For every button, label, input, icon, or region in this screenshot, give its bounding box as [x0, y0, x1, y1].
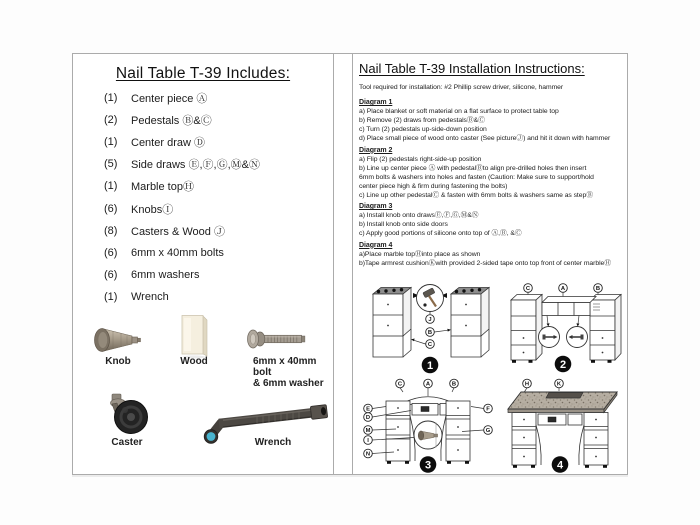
label-c [411, 339, 434, 349]
caster-label: Caster [111, 437, 143, 448]
pedestal-left [386, 401, 410, 464]
svg-text:D: D [365, 415, 371, 422]
svg-text:3: 3 [424, 459, 432, 472]
bolt-photo [246, 326, 308, 352]
svg-text:B: B [427, 330, 433, 337]
instruction-line: c) Apply good portions of silicone onto top of Ⓐ,Ⓑ, &Ⓒ [359, 230, 522, 238]
instruction-line: c) Line up other pedestalⒸ & fasten with 6mm bolts & washers same as stepⒷ [359, 191, 593, 199]
instructions-title: Nail Table T-39 Installation Instructions: [359, 61, 585, 76]
bolt-inset-left [539, 327, 560, 348]
pedestal-left [512, 413, 536, 468]
teal-cap [207, 432, 216, 441]
list-item: (2) Pedestals Ⓑ&Ⓒ [104, 114, 212, 128]
svg-text:A: A [425, 381, 431, 388]
instruction-line: a)Place marble topⒽinto place as shown [359, 250, 481, 258]
instruction-line: a) Install knob onto drawsⒺ,Ⓕ,Ⓖ,Ⓜ&Ⓝ [359, 212, 479, 220]
label-h [523, 379, 532, 392]
svg-text:2: 2 [559, 359, 567, 371]
instruction-line: b) Line up center piece Ⓐ with pedestalⒷto align pre-drilled holes then insert [359, 164, 587, 172]
svg-text:N: N [365, 451, 371, 458]
list-item: (1) Wrench [104, 290, 169, 303]
figure-number-2 [555, 356, 572, 373]
list-item: (1) Marble topⒽ [104, 180, 194, 194]
figure-number-4 [552, 456, 569, 473]
diagram-2-figure [499, 281, 627, 375]
section-heading: Diagram 4 [359, 241, 393, 249]
includes-title: Nail Table T-39 Includes: [115, 65, 291, 82]
svg-text:J: J [428, 317, 432, 324]
pedestal-right [590, 295, 621, 363]
pedestal-right [446, 401, 470, 464]
wrench-label: Wrench [254, 437, 292, 448]
wood-label: Wood [180, 356, 208, 367]
list-item: (6) KnobsⒾ [104, 202, 174, 216]
svg-text:I: I [367, 438, 369, 445]
list-item: (5) Side draws Ⓔ,Ⓕ,Ⓖ,Ⓜ&Ⓝ [104, 158, 260, 172]
instruction-line: center piece high & firm during fastening the bolts) [359, 182, 508, 190]
svg-text:H: H [524, 381, 530, 388]
section-heading: Diagram 1 [359, 99, 393, 107]
label-k [555, 379, 564, 391]
instructions-body [359, 96, 626, 268]
left-panel [73, 54, 333, 474]
instruction-line: 6mm bolts & washers into holes and fasten (Caution: Make sure to support/hold [359, 173, 594, 181]
list-item: (6) 6mm x 40mm bolts [104, 246, 224, 259]
pedestal-upside-down-left [373, 288, 411, 358]
svg-text:1: 1 [426, 360, 434, 372]
includes-list [104, 87, 329, 308]
svg-text:B: B [595, 286, 601, 293]
instruction-line: b)Tape armrest cushionⓀwith provided 2-sided tape onto top front of center marbleⒽ [359, 259, 611, 267]
label-a [559, 284, 568, 297]
list-item: (6) 6mm washers [104, 268, 200, 281]
list-item: (1) Center draw Ⓓ [104, 136, 205, 150]
section-heading: Diagram 3 [359, 203, 393, 211]
document-frame [72, 53, 628, 475]
center-drawer [538, 414, 582, 425]
figure-number-3 [420, 456, 437, 473]
caster-photo [105, 392, 151, 436]
label-b [450, 379, 459, 392]
section-heading: Diagram 2 [359, 146, 393, 154]
svg-text:C: C [397, 381, 403, 388]
pedestal-right [584, 413, 608, 468]
list-item: (8) Casters & Wood Ⓙ [104, 224, 225, 238]
instruction-line: b) Remove (2) draws from pedestalsⒷ&Ⓒ [359, 117, 485, 125]
pedestal-upside-down-right [451, 288, 489, 358]
knob-label: Knob [105, 356, 131, 367]
panel-divider-left-line [333, 54, 334, 474]
label-c [396, 379, 405, 392]
svg-text:4: 4 [556, 459, 564, 472]
tools-required-line: Tool required for installation: #2 Phillip screw driver, silicone, hammer [359, 84, 564, 91]
label-c [524, 284, 533, 296]
label-b [426, 328, 451, 337]
label-a [424, 379, 433, 396]
instruction-line: a) Place blanket or soft material on a flat surface to protect table top [359, 108, 559, 116]
svg-text:E: E [366, 406, 370, 413]
right-panel [353, 54, 627, 474]
diagram-3-figure [358, 377, 498, 473]
marble-top [508, 392, 617, 413]
svg-text:F: F [486, 406, 490, 413]
label-j [426, 315, 435, 324]
label-f [471, 404, 492, 413]
svg-text:C: C [427, 342, 433, 349]
diagram-1-figure [359, 281, 499, 375]
diagram-4-figure [496, 377, 627, 473]
pedestal-left [511, 295, 542, 363]
figure-number-1 [422, 357, 439, 374]
svg-text:B: B [451, 381, 457, 388]
svg-text:A: A [560, 286, 566, 293]
svg-text:G: G [485, 428, 491, 435]
center-piece [542, 297, 596, 316]
instruction-line: a) Flip (2) pedestals right-side-up position [359, 155, 482, 163]
center-drawer [412, 404, 446, 416]
knob-photo [93, 324, 143, 356]
label-b [594, 284, 603, 296]
label-e [364, 404, 386, 413]
svg-text:C: C [525, 286, 531, 293]
instruction-line: c) Turn (2) pedestals up-side-down position [359, 126, 487, 134]
svg-text:M: M [365, 428, 371, 435]
armrest-cushion [546, 393, 583, 399]
bolt-inset-right [567, 327, 588, 348]
svg-text:K: K [556, 381, 562, 388]
instruction-line: b) Install knob onto side doors [359, 221, 448, 229]
instruction-line: d) Place small piece of wood onto caster (See pictureⒿ) and hit it down with hammer [359, 135, 611, 143]
wood-photo [179, 314, 209, 360]
bolt-label: 6mm x 40mm bolt & 6mm washer [253, 356, 324, 389]
list-item: (1) Center piece Ⓐ [104, 92, 208, 106]
